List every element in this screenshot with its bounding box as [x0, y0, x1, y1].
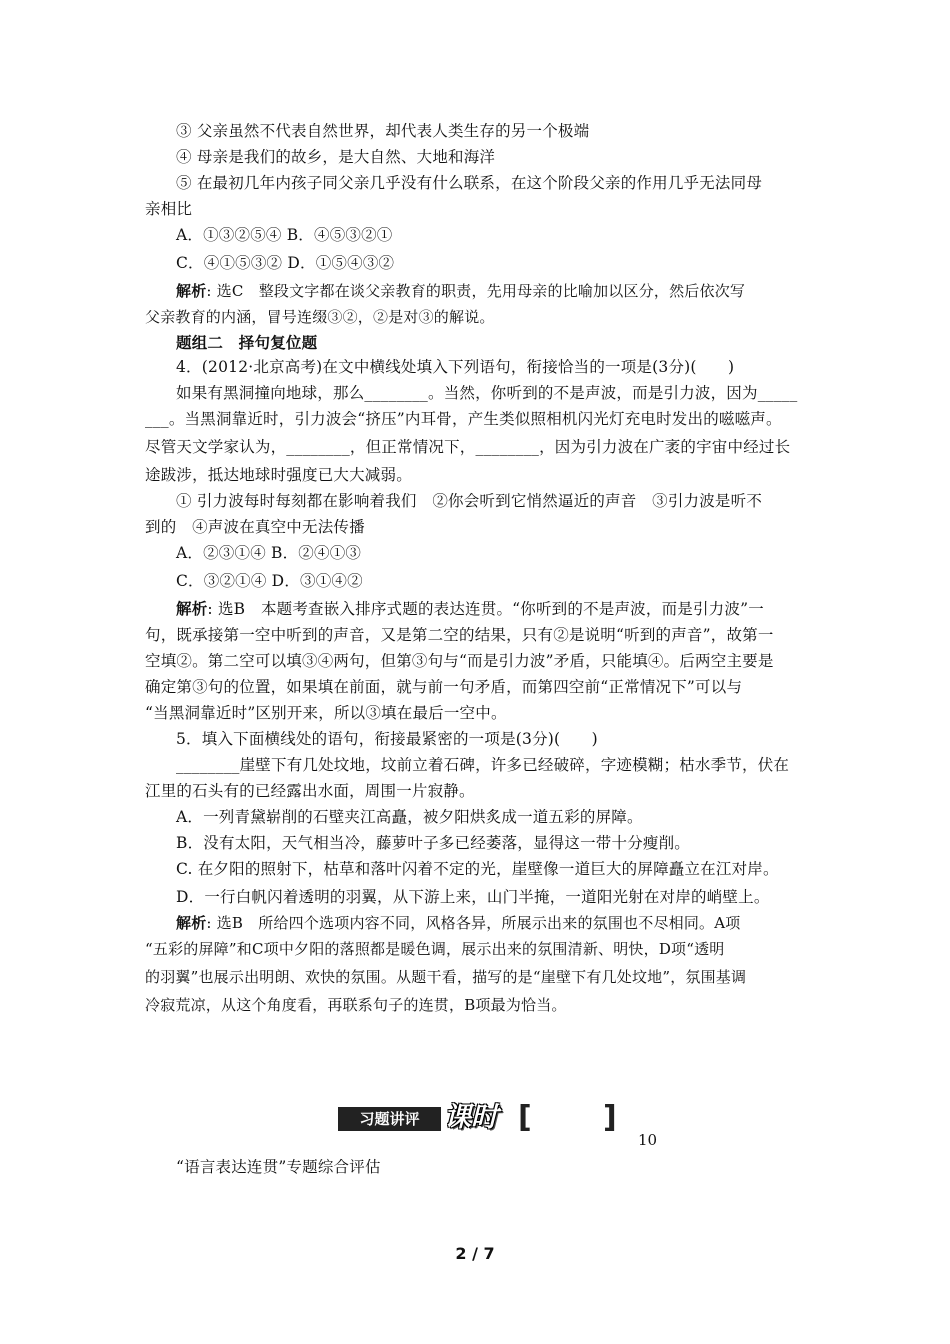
analysis-label: 解析 — [176, 914, 207, 932]
banner-label: 习题讲评 — [338, 1107, 441, 1131]
text-line: 父亲教育的内涵，冒号连缀③②，②是对③的解说。 — [145, 308, 495, 326]
question-line: 5．填入下面横线处的语句，衔接最紧密的一项是(3分)( ) — [176, 730, 598, 748]
option-line: A．①③②⑤④ B．④⑤③②① — [176, 226, 393, 244]
lesson-banner — [338, 1099, 618, 1141]
text-line: “当黑洞靠近时”区别开来，所以③填在最后一空中。 — [145, 704, 507, 722]
option-line: A．一列青黛崭削的石壁夹江高矗，被夕阳烘炙成一道五彩的屏障。 — [176, 808, 643, 826]
text-line: 冷寂荒凉，从这个角度看，再联系句子的连贯，B项最为恰当。 — [145, 996, 567, 1014]
text-line: ① 引力波每时每刻都在影响着我们 ②你会听到它悄然逼近的声音 ③引力波是听不 — [176, 492, 763, 510]
analysis-line — [176, 281, 810, 301]
option-line: D．一行白帆闪着透明的羽翼，从下游上来，山门半掩，一道阳光射在对岸的峭壁上。 — [176, 888, 770, 906]
banner-title: 课时 — [444, 1102, 498, 1133]
text-line: 途跋涉，抵达地球时强度已大大减弱。 — [145, 466, 412, 484]
text-line: 的羽翼”也展示出明朗、欢快的氛围。从题干看，描写的是“崖壁下有几处坟地”，氛围基调 — [145, 968, 747, 986]
option-line: C．③②①④ D．③①④② — [176, 572, 363, 590]
text-line: 江里的石头有的已经露出水面，周围一片寂静。 — [145, 782, 475, 800]
analysis-line — [176, 913, 810, 933]
analysis-text: : 选B 本题考查嵌入排序式题的表达连贯。“你听到的不是声波，而是引力波”一 — [207, 600, 764, 618]
option-line: C．④①⑤③② D．①⑤④③② — [176, 254, 395, 272]
analysis-text: : 选C 整段文字都在谈父亲教育的职责，先用母亲的比喻加以区分，然后依次写 — [206, 282, 746, 300]
text-line: ________崖壁下有几处坟地，坟前立着石碑，许多已经破碎，字迹模糊；枯水季节，伏在 — [176, 756, 790, 774]
section-heading: 题组二 择句复位题 — [176, 333, 318, 352]
analysis-label: 解析 — [176, 282, 207, 300]
text-line: “五彩的屏障”和C项中夕阳的落照都是暖色调，展示出来的氛围清新、明快，D项“透明 — [145, 940, 725, 958]
text-line: 亲相比 — [145, 200, 193, 218]
option-line: C. 在夕阳的照射下，枯草和落叶闪着不定的光，崖壁像一道巨大的屏障矗立在江对岸。 — [176, 860, 779, 878]
analysis-text: : 选B 所给四个选项内容不同，风格各异，所展示出来的氛围也不尽相同。A项 — [206, 914, 741, 932]
option-line: B．没有太阳，天气相当冷，藤萝叶子多已经萎落，显得这一带十分瘦削。 — [176, 834, 690, 852]
analysis-label: 解析 — [176, 599, 208, 618]
text-line: ⑤ 在最初几年内孩子同父亲几乎没有什么联系，在这个阶段父亲的作用几乎无法同母 — [176, 174, 763, 192]
text-line: ___。当黑洞靠近时，引力波会“挤压”内耳骨，产生类似照相机闪光灯充电时发出的嗞嗞声。 — [145, 410, 782, 428]
text-line: 尽管天文学家认为，________，但正常情况下，________，因为引力波在广袤的宇宙中经过长 — [145, 438, 791, 456]
analysis-line — [176, 599, 810, 619]
text-line: 句，既承接第一空中听到的声音，又是第二空的结果，只有②是说明“听到的声音”，故第一 — [145, 626, 774, 644]
text-line: 确定第③句的位置，如果填在前面，就与前一句矛盾，而第四空前“正常情况下”可以与 — [145, 678, 743, 696]
lesson-count: 10 — [638, 1131, 658, 1149]
text-line: 空填②。第二空可以填③④两句，但第③句与“而是引力波”矛盾，只能填④。后两空主要是 — [145, 652, 774, 670]
bracket-close: ] — [603, 1100, 617, 1135]
page-number: 2 / 7 — [455, 1244, 495, 1263]
assessment-title: “语言表达连贯”专题综合评估 — [176, 1158, 381, 1176]
bracket-open: [ — [518, 1100, 532, 1135]
text-line: 到的 ④声波在真空中无法传播 — [145, 518, 365, 536]
text-line: ③ 父亲虽然不代表自然世界，却代表人类生存的另一个极端 — [176, 122, 590, 140]
text-line: 如果有黑洞撞向地球，那么________。当然，你听到的不是声波，而是引力波，因为_____ — [176, 384, 798, 402]
question-line: 4．(2012·北京高考)在文中横线处填入下列语句，衔接恰当的一项是(3分)( ) — [176, 358, 735, 376]
option-line: A．②③①④ B．②④①③ — [176, 544, 362, 562]
text-line: ④ 母亲是我们的故乡，是大自然、大地和海洋 — [176, 148, 496, 166]
